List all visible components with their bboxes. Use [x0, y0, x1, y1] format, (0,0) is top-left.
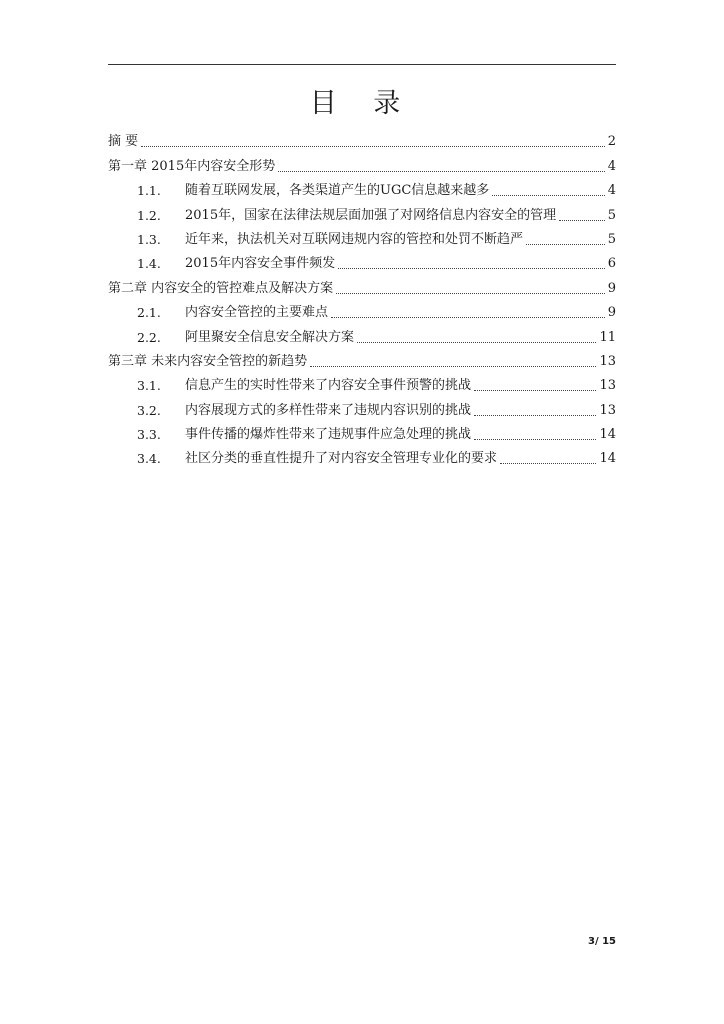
toc-entry-label: 第三章 未来内容安全管控的新趋势 — [108, 353, 308, 369]
toc-entry-label: 社区分类的垂直性提升了对内容安全管理专业化的要求 — [185, 451, 498, 467]
dot-leader — [474, 439, 596, 440]
dot-leader — [559, 220, 605, 221]
toc-entry-number: 2.2. — [137, 329, 161, 345]
toc-entry-label: 内容安全管控的主要难点 — [185, 305, 329, 321]
toc-entry[interactable] — [108, 150, 616, 174]
toc-entry-page: 5 — [607, 207, 616, 223]
toc-entry[interactable] — [108, 297, 616, 321]
dot-leader — [357, 342, 596, 343]
toc-entry[interactable] — [108, 370, 616, 394]
table-of-contents — [108, 126, 616, 467]
toc-entry-page: 13 — [599, 353, 616, 369]
toc-entry-label: 事件传播的爆炸性带来了违规事件应急处理的挑战 — [185, 427, 472, 443]
toc-entry[interactable] — [108, 199, 616, 223]
toc-entry-label: 2015年内容安全事件频发 — [185, 256, 336, 272]
dot-leader — [526, 244, 605, 245]
toc-entry-number: 3.3. — [137, 427, 161, 443]
toc-entry-number: 3.4. — [137, 451, 161, 467]
toc-entry-page: 14 — [599, 451, 616, 467]
toc-entry-number: 1.3. — [137, 231, 161, 247]
toc-entry[interactable] — [108, 321, 616, 345]
dot-leader — [474, 415, 596, 416]
toc-entry-page: 4 — [607, 183, 616, 199]
toc-entry[interactable] — [108, 346, 616, 370]
toc-entry-number: 3.2. — [137, 402, 161, 418]
toc-entry-page: 13 — [599, 378, 616, 394]
dot-leader — [310, 366, 596, 367]
toc-entry[interactable] — [108, 248, 616, 272]
toc-entry-page: 2 — [607, 134, 616, 150]
dot-leader — [336, 293, 605, 294]
dot-leader — [278, 171, 605, 172]
toc-entry-label: 第二章 内容安全的管控难点及解决方案 — [108, 280, 334, 296]
toc-entry[interactable] — [108, 175, 616, 199]
toc-entry-page: 4 — [607, 158, 616, 174]
toc-entry-label: 摘 要 — [108, 134, 139, 150]
dot-leader — [331, 317, 605, 318]
toc-entry[interactable] — [108, 224, 616, 248]
toc-entry-label: 近年来，执法机关对互联网违规内容的管控和处罚不断趋严 — [185, 231, 524, 247]
toc-entry-page: 9 — [607, 280, 616, 296]
dot-leader — [141, 146, 605, 147]
toc-entry-label: 内容展现方式的多样性带来了违规内容识别的挑战 — [185, 402, 472, 418]
toc-entry[interactable] — [108, 126, 616, 150]
toc-entry-number: 1.1. — [137, 183, 161, 199]
toc-entry-label: 2015年，国家在法律法规层面加强了对网络信息内容安全的管理 — [185, 207, 557, 223]
toc-entry-label: 信息产生的实时性带来了内容安全事件预警的挑战 — [185, 378, 472, 394]
toc-entry-page: 5 — [607, 231, 616, 247]
page-number-footer: 3/ 15 — [587, 936, 616, 947]
toc-entry-page: 14 — [599, 427, 616, 443]
toc-entry[interactable] — [108, 272, 616, 296]
toc-title: 目 录 — [309, 88, 415, 119]
toc-entry-label: 阿里聚安全信息安全解决方案 — [185, 329, 355, 345]
toc-entry-number: 2.1. — [137, 305, 161, 321]
toc-entry-number: 1.2. — [137, 207, 161, 223]
toc-entry[interactable] — [108, 419, 616, 443]
toc-entry-number: 1.4. — [137, 256, 161, 272]
toc-entry-page: 11 — [599, 329, 616, 345]
header-rule — [108, 64, 616, 65]
toc-entry-label: 随着互联网发展，各类渠道产生的UGC信息越来越多 — [185, 183, 490, 199]
dot-leader — [492, 195, 604, 196]
dot-leader — [338, 268, 605, 269]
dot-leader — [474, 390, 596, 391]
toc-entry-page: 6 — [607, 256, 616, 272]
dot-leader — [500, 463, 596, 464]
toc-entry[interactable] — [108, 394, 616, 418]
toc-entry-page: 13 — [599, 402, 616, 418]
toc-entry-label: 第一章 2015年内容安全形势 — [108, 158, 276, 174]
toc-entry-number: 3.1. — [137, 378, 161, 394]
toc-entry[interactable] — [108, 443, 616, 467]
toc-entry-page: 9 — [607, 305, 616, 321]
